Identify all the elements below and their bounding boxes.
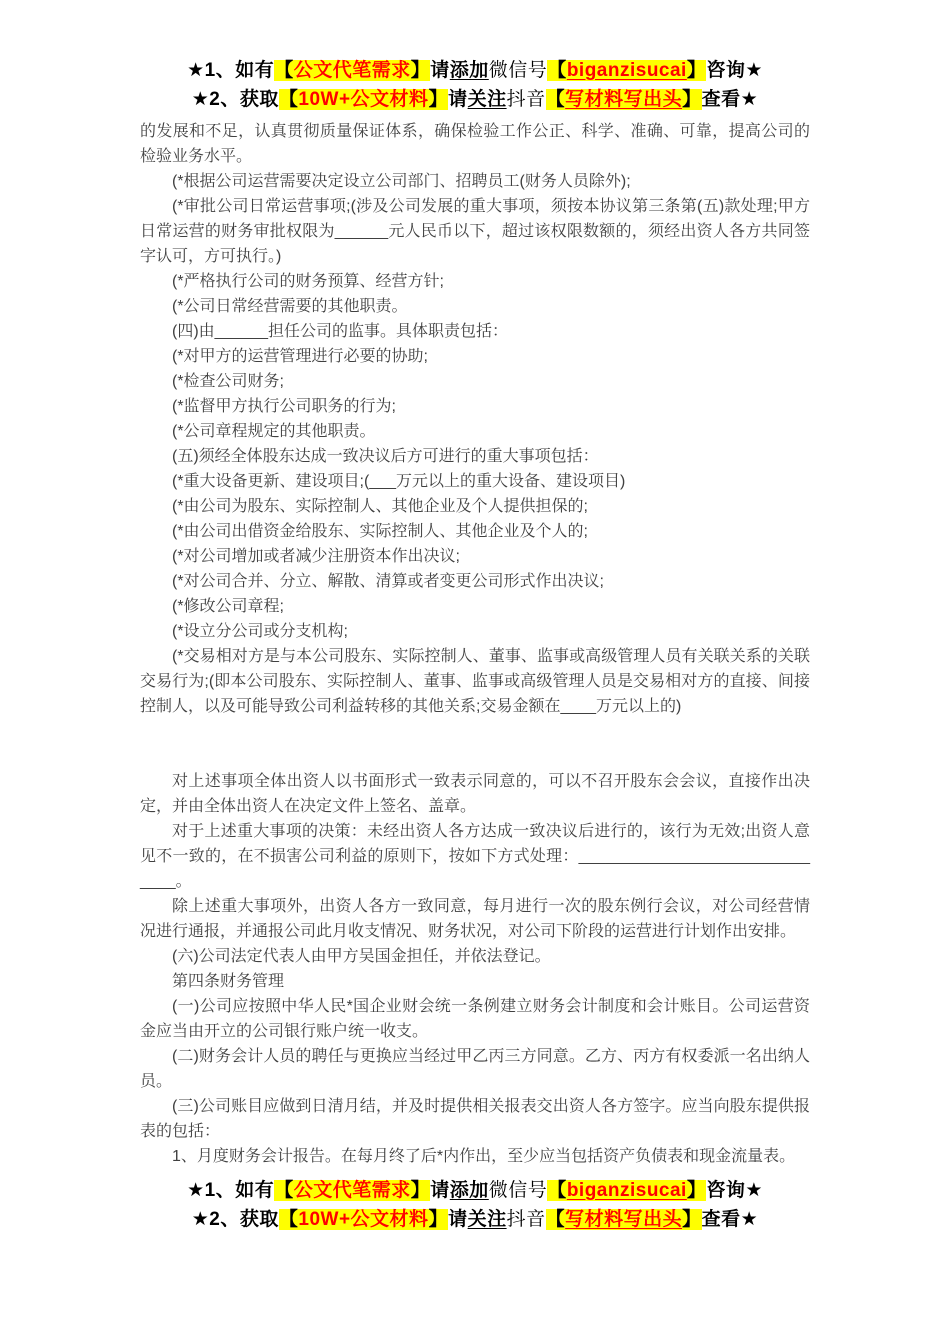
promo-text-segment: 【 [274,60,294,81]
paragraph: (*对公司增加或者减少注册资本作出决议; [172,548,461,565]
promo-text-segment: biganzisucai [566,60,687,81]
promo-text-segment: ★1、如有 [187,1180,275,1201]
paragraph: (*由公司为股东、实际控制人、其他企业及个人提供担保的; [172,498,589,515]
promo-text-segment: 请 [448,89,468,110]
promo-text-segment: 请 [430,60,450,81]
promo-footer-line-1 [140,1176,810,1205]
promo-text-segment: 请 [448,1209,468,1230]
promo-text-segment: ★2、获取 [191,89,279,110]
paragraph: (*审批公司日常运营事项;(涉及公司发展的重大事项，须按本协议第三条第(五)款处理;甲方日常运营的财务审批权限为______元人民币以下，超过该权限数额的，须经出资人各方共同签字认可，方可执行。) [140,198,810,265]
promo-text-segment: 10W+公文材料 [298,1209,429,1230]
promo-text-segment: 抖音 [506,1209,546,1230]
promo-text-segment: 写材料写出头 [565,89,683,110]
promo-text-segment: biganzisucai [566,1180,687,1201]
paragraph: (*根据公司运营需要决定设立公司部门、招聘员工(财务人员除外); [172,173,631,190]
promo-text-segment: 】 [410,60,431,81]
paragraph: (*设立分公司或分支机构; [172,623,349,640]
promo-text-segment: ★1、如有 [187,60,275,81]
promo-header-line-2 [140,85,810,114]
promo-footer-line-2 [140,1205,810,1234]
promo-text-segment: 【 [274,1180,294,1201]
promo-text-segment: 【 [547,1180,567,1201]
document-body [140,119,810,1169]
paragraph: (*公司日常经营需要的其他职责。 [172,298,408,315]
promo-text-segment: 咨询★ [706,60,763,81]
promo-text-segment: 】 [410,1180,431,1201]
paragraph: (三)公司账目应做到日清月结，并及时提供相关报表交出资人各方签字。应当向股东提供报表的包括： [140,1098,810,1140]
promo-text-segment: 】 [686,1180,707,1201]
promo-text-segment: 】 [428,89,449,110]
paragraph: (*重大设备更新、建设项目;(___万元以上的重大设备、建设项目) [172,473,626,490]
promo-text-segment: 添加 [449,1180,489,1201]
paragraph: (*对公司合并、分立、解散、清算或者变更公司形式作出决议; [172,573,605,590]
paragraph: (*公司章程规定的其他职责。 [172,423,376,440]
promo-header-line-1 [140,56,810,85]
promo-footer [140,1176,810,1234]
promo-text-segment: 公文代笔需求 [293,60,411,81]
paragraph: (二)财务会计人员的聘任与更换应当经过甲乙丙三方同意。乙方、丙方有权委派一名出纳人员。 [140,1048,810,1090]
promo-text-segment: 【 [545,89,566,110]
promo-text-segment: 【 [278,89,299,110]
paragraph: (*监督甲方执行公司职务的行为; [172,398,397,415]
paragraph: 第四条财务管理 [172,973,285,990]
promo-text-segment: 写材料写出头 [565,1209,683,1230]
paragraph: (六)公司法定代表人由甲方吴国金担任，并依法登记。 [172,948,551,965]
paragraph: (*交易相对方是与本公司股东、实际控制人、董事、监事或高级管理人员有关联关系的关联交易行为;(即本公司股东、实际控制人、董事、监事或高级管理人员是交易相对方的直接、间接控制人，以及可能导致公司利益转移的其他关系;交易金额在____万元以上的) [140,648,810,715]
promo-text-segment: 】 [682,1209,702,1230]
paragraph: 对于上述重大事项的决策：未经出资人各方达成一致决议后进行的，该行为无效;出资人意见不一致的，在不损害公司利益的原则下，按如下方式处理：______________________________。 [140,823,810,890]
paragraph: (*检查公司财务; [172,373,285,390]
paragraph: (四)由______担任公司的监事。具体职责包括： [172,323,509,340]
promo-text-segment: 】 [686,60,707,81]
promo-header [140,56,810,114]
paragraph: (*对甲方的运营管理进行必要的协助; [172,348,429,365]
promo-text-segment: 微信号 [488,1180,548,1201]
promo-text-segment: 【 [545,1209,566,1230]
promo-text-segment: 关注 [467,89,507,110]
promo-text-segment: 】 [428,1209,449,1230]
promo-text-segment: 关注 [467,1209,507,1230]
paragraph: (五)须经全体股东达成一致决议后方可进行的重大事项包括： [172,448,599,465]
promo-text-segment: 添加 [449,60,489,81]
promo-text-segment: 【 [278,1209,299,1230]
paragraph: (*由公司出借资金给股东、实际控制人、其他企业及个人的; [172,523,589,540]
promo-text-segment: 微信号 [488,60,548,81]
paragraph: 的发展和不足，认真贯彻质量保证体系，确保检验工作公正、科学、准确、可靠，提高公司的检验业务水平。 [140,123,810,165]
promo-text-segment: 公文代笔需求 [293,1180,411,1201]
paragraph: (*修改公司章程; [172,598,285,615]
paragraph: (*严格执行公司的财务预算、经营方针; [172,273,445,290]
promo-text-segment: 查看★ [701,1209,759,1230]
paragraph: 对上述事项全体出资人以书面形式一致表示同意的，可以不召开股东会会议，直接作出决定，并由全体出资人在决定文件上签名、盖章。 [140,773,810,815]
paragraph: 1、月度财务会计报告。在每月终了后*内作出，至少应当包括资产负债表和现金流量表。 [172,1148,796,1165]
promo-text-segment: 【 [547,60,567,81]
promo-text-segment: 咨询★ [706,1180,763,1201]
promo-text-segment: 】 [682,89,702,110]
promo-text-segment: 查看★ [701,89,759,110]
paragraph: (一)公司应按照中华人民*国企业财会统一条例建立财务会计制度和会计账目。公司运营资金应当由开立的公司银行账户统一收支。 [140,998,810,1040]
promo-text-segment: 请 [430,1180,450,1201]
paragraph: 除上述重大事项外，出资人各方一致同意，每月进行一次的股东例行会议，对公司经营情况进行通报，并通报公司此月收支情况、财务状况，对公司下阶段的运营进行计划作出安排。 [140,898,810,940]
promo-text-segment: 10W+公文材料 [298,89,429,110]
promo-text-segment: ★2、获取 [191,1209,279,1230]
promo-text-segment: 抖音 [506,89,546,110]
